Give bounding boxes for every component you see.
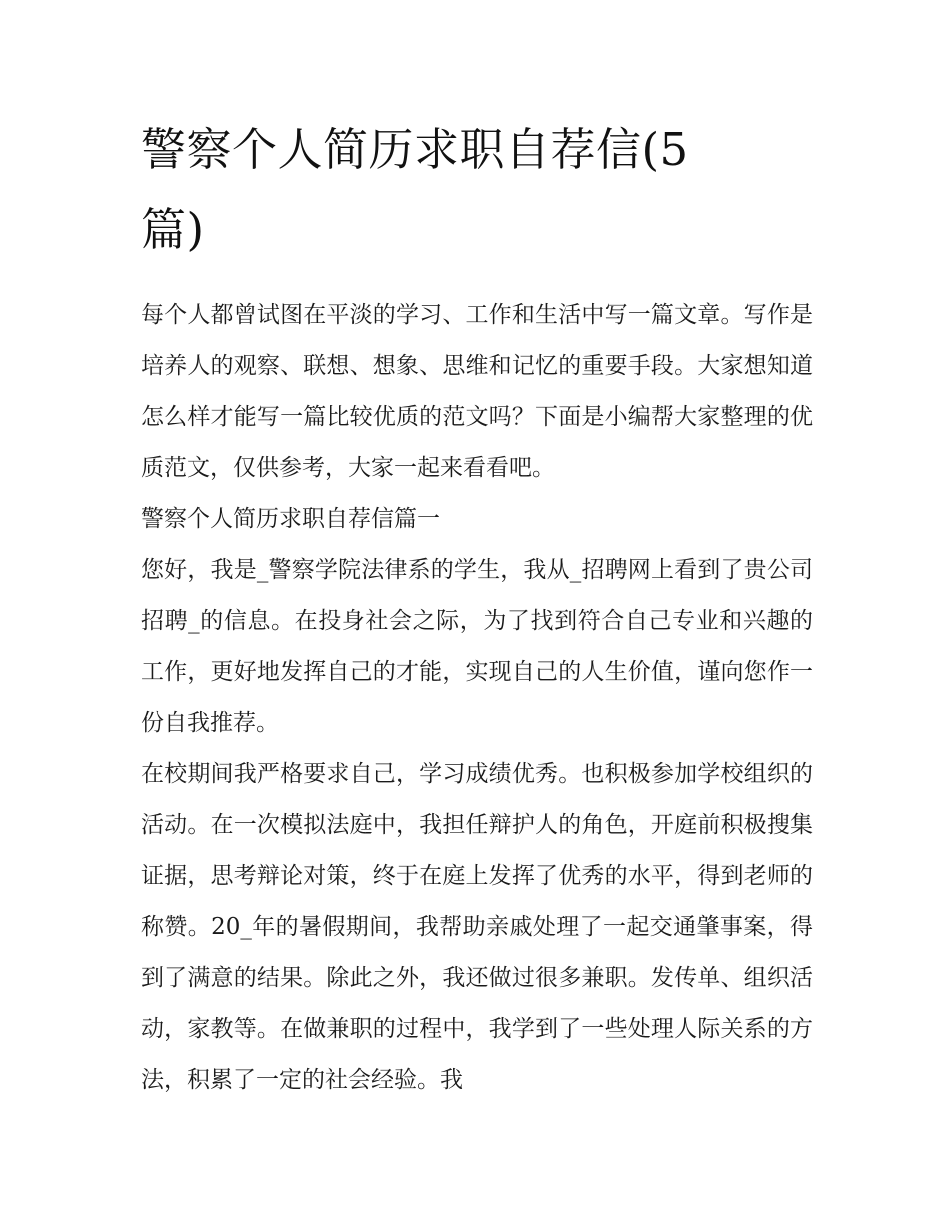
document-title [141,110,813,270]
intro-paragraph: 每个人都曾试图在平淡的学习、工作和生活中写一篇文章。写作是培养人的观察、联想、想象、思维和记忆的重要手段。大家想知道怎么样才能写一篇比较优质的范文吗？下面是小编帮大家整理的优质范文，仅供参考，大家一起来看看吧。 [141,302,813,481]
section-heading: 警察个人简历求职自荐信篇一 [141,506,440,532]
body-paragraph-2: 在校期间我严格要求自己，学习成绩优秀。也积极参加学校组织的活动。在一次模拟法庭中，我担任辩护人的角色，开庭前积极搜集证据，思考辩论对策，终于在庭上发挥了优秀的水平，得到老师的称赞。20_年的暑假期间，我帮助亲戚处理了一起交通肇事案，得到了满意的结果。除此之外，我还做过很多兼职。发传单、组织活动，家教等。在做兼职的过程中，我学到了一些处理人际关系的方法，积累了一定的社会经验。我 [141,761,813,1093]
document-title-text: 警察个人简历求职自荐信(5篇) [141,123,689,256]
document-content [141,110,813,1106]
document-body [141,290,813,1106]
body-paragraph-1: 您好，我是_警察学院法律系的学生，我从_招聘网上看到了贵公司招聘_的信息。在投身社会之际，为了找到符合自己专业和兴趣的工作，更好地发挥自己的才能，实现自己的人生价值，谨向您作一份自我推荐。 [141,557,813,736]
